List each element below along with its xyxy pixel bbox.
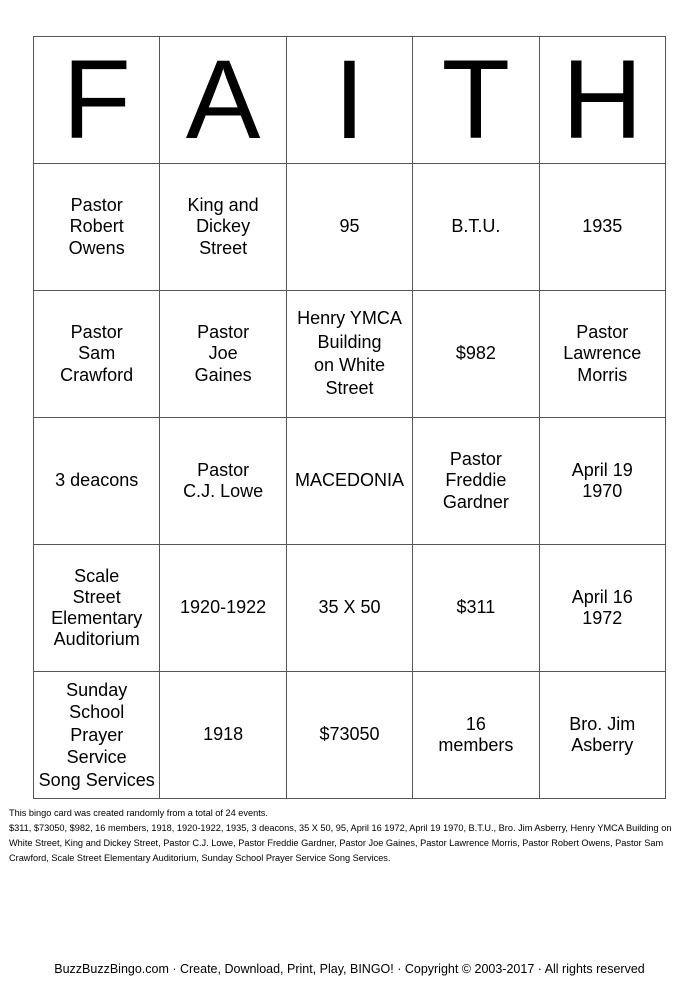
card-cell xyxy=(160,291,286,418)
note-events: $311, $73050, $982, 16 members, 1918, 1920-1922, 1935, 3 deacons, 35 X 50, 95, April 16 1972, April 19 1970, B.T.U., Bro. Jim Asberry, Henry YMCA Building on White Street, King and Dickey Street, Pastor C.J. Lowe, Pastor Freddie Gardner, Pastor Joe Gaines, Pastor Lawrence Morris, Pastor Robert Owens, Pastor Sam Crawford, Scale Street Elementary Auditorium, Sunday School Prayer Service Song Services. xyxy=(9,823,672,863)
card-row xyxy=(34,672,666,799)
header-letter: A xyxy=(160,37,286,164)
header-letter: H xyxy=(539,37,665,164)
card-cell xyxy=(539,164,665,291)
cell-text: 95 xyxy=(339,216,360,237)
card-cell xyxy=(34,164,160,291)
card-cell xyxy=(413,418,539,545)
cell-text: Henry YMCA Building on White Street xyxy=(297,308,402,399)
header-letter: T xyxy=(413,37,539,164)
bingo-card xyxy=(33,36,666,799)
event-list-note xyxy=(9,806,689,866)
cell-text: Scale Street Elementary Auditorium xyxy=(51,565,143,650)
cell-text: King and Dickey Street xyxy=(187,195,259,258)
card-cell xyxy=(413,291,539,418)
cell-text: 1918 xyxy=(203,724,244,745)
card-row xyxy=(34,291,666,418)
card-cell xyxy=(286,418,412,545)
header-letter: I xyxy=(286,37,412,164)
cell-text: $311 xyxy=(456,597,496,618)
cell-text: Pastor Joe Gaines xyxy=(194,322,252,385)
cell-text: B.T.U. xyxy=(451,216,501,237)
cell-text: $73050 xyxy=(319,724,380,745)
card-cell xyxy=(286,672,412,799)
header-row xyxy=(34,37,666,164)
card-cell xyxy=(539,545,665,672)
header-letter: F xyxy=(34,37,160,164)
card-row xyxy=(34,545,666,672)
card-row xyxy=(34,418,666,545)
cell-text: Pastor Robert Owens xyxy=(68,195,125,258)
card-cell xyxy=(34,672,160,799)
cell-text: Sunday School Prayer Service Song Services xyxy=(38,679,155,790)
note-intro: This bingo card was created randomly from a total of 24 events. xyxy=(9,808,268,818)
cell-text: 16 members xyxy=(438,713,514,755)
card-cell xyxy=(160,672,286,799)
card-cell xyxy=(34,291,160,418)
footer-copyright: BuzzBuzzBingo.com · Create, Download, Print, Play, BINGO! · Copyright © 2003-2017 · All rights reserved xyxy=(54,962,645,976)
card-cell xyxy=(286,291,412,418)
cell-text: Bro. Jim Asberry xyxy=(569,713,636,755)
cell-text: 1935 xyxy=(582,216,623,237)
card-cell xyxy=(286,164,412,291)
cell-text: April 16 1972 xyxy=(571,586,633,628)
cell-text: MACEDONIA xyxy=(294,470,404,491)
cell-text: Pastor Sam Crawford xyxy=(60,322,134,385)
card-cell xyxy=(34,418,160,545)
cell-text: Pastor Freddie Gardner xyxy=(442,449,509,512)
card-cell xyxy=(160,545,286,672)
card-cell xyxy=(539,291,665,418)
cell-text: 35 X 50 xyxy=(318,597,381,618)
cell-text: 3 deacons xyxy=(55,470,139,491)
cell-text: April 19 1970 xyxy=(571,459,633,501)
card-cell xyxy=(413,672,539,799)
card-row xyxy=(34,164,666,291)
card-cell xyxy=(286,545,412,672)
cell-text: 1920-1922 xyxy=(180,597,267,618)
cell-text: Pastor C.J. Lowe xyxy=(183,459,264,501)
card-cell xyxy=(413,545,539,672)
cell-text: Pastor Lawrence Morris xyxy=(563,322,642,385)
cell-text: $982 xyxy=(455,343,496,364)
card-cell xyxy=(160,164,286,291)
card-cell xyxy=(539,672,665,799)
card-cell xyxy=(413,164,539,291)
card-cell xyxy=(539,418,665,545)
card-cell xyxy=(160,418,286,545)
card-cell xyxy=(34,545,160,672)
